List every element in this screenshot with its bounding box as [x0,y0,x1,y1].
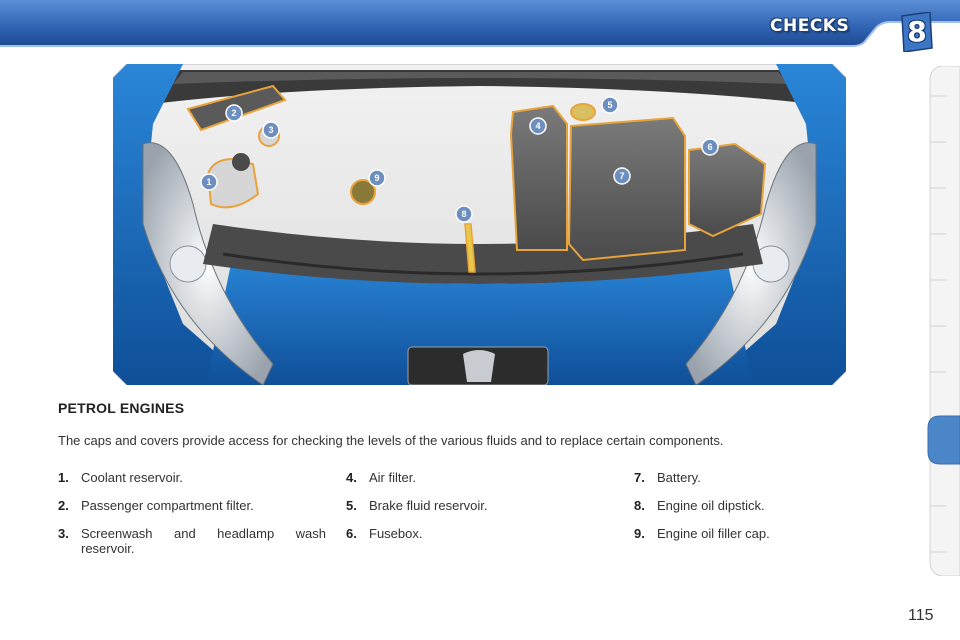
page-number: 115 [908,607,934,624]
svg-text:9: 9 [374,173,380,183]
legend-text: Screenwash and headlamp wash reservoir. [81,526,326,556]
legend-number: 1. [58,470,69,485]
legend-number: 8. [634,498,645,513]
legend-column-3 [634,470,874,554]
svg-text:5: 5 [607,100,613,110]
callout-5 [602,97,618,113]
callout-7 [614,168,630,184]
svg-text:7: 7 [619,171,625,181]
legend-number: 4. [346,470,357,485]
legend-text: Battery. [657,470,701,485]
callout-6 [702,139,718,155]
legend-column-1 [58,470,326,569]
chapter-thumb-tabs [926,66,960,576]
legend-text: Coolant reservoir. [81,470,183,485]
legend-text: Brake fluid reservoir. [369,498,488,513]
legend-item [634,526,874,541]
intro-paragraph: The caps and covers provide access for checking the levels of the various fluids and to replace certain components. [58,433,724,448]
section-heading: PETROL ENGINES [58,400,185,416]
legend-item [58,470,326,485]
svg-text:2: 2 [231,108,237,118]
legend-column-2 [346,470,606,554]
callout-9 [369,170,385,186]
legend-number: 5. [346,498,357,513]
legend-item [346,526,606,541]
legend-number: 7. [634,470,645,485]
legend-item [58,526,326,556]
legend-item [346,470,606,485]
legend-item [634,470,874,485]
legend-text: Air filter. [369,470,416,485]
legend-text: Engine oil dipstick. [657,498,765,513]
callout-3 [263,122,279,138]
chapter-number: 8 [907,15,927,48]
chapter-title: CHECKS [770,16,850,36]
svg-text:3: 3 [268,125,274,135]
callout-4 [530,118,546,134]
svg-text:6: 6 [707,142,713,152]
callout-2 [226,105,242,121]
legend-text: Fusebox. [369,526,423,541]
legend-text: Passenger compartment filter. [81,498,254,513]
svg-text:1: 1 [206,177,212,187]
legend-number: 9. [634,526,645,541]
legend-text: Engine oil filler cap. [657,526,770,541]
legend-item [58,498,326,513]
legend-item [634,498,874,513]
legend-number: 3. [58,526,69,541]
callout-1 [201,174,217,190]
engine-bay-illustration [113,64,846,385]
legend-item [346,498,606,513]
legend-number: 6. [346,526,357,541]
svg-text:4: 4 [535,121,541,131]
callout-8 [456,206,472,222]
svg-text:8: 8 [461,209,467,219]
legend-number: 2. [58,498,69,513]
